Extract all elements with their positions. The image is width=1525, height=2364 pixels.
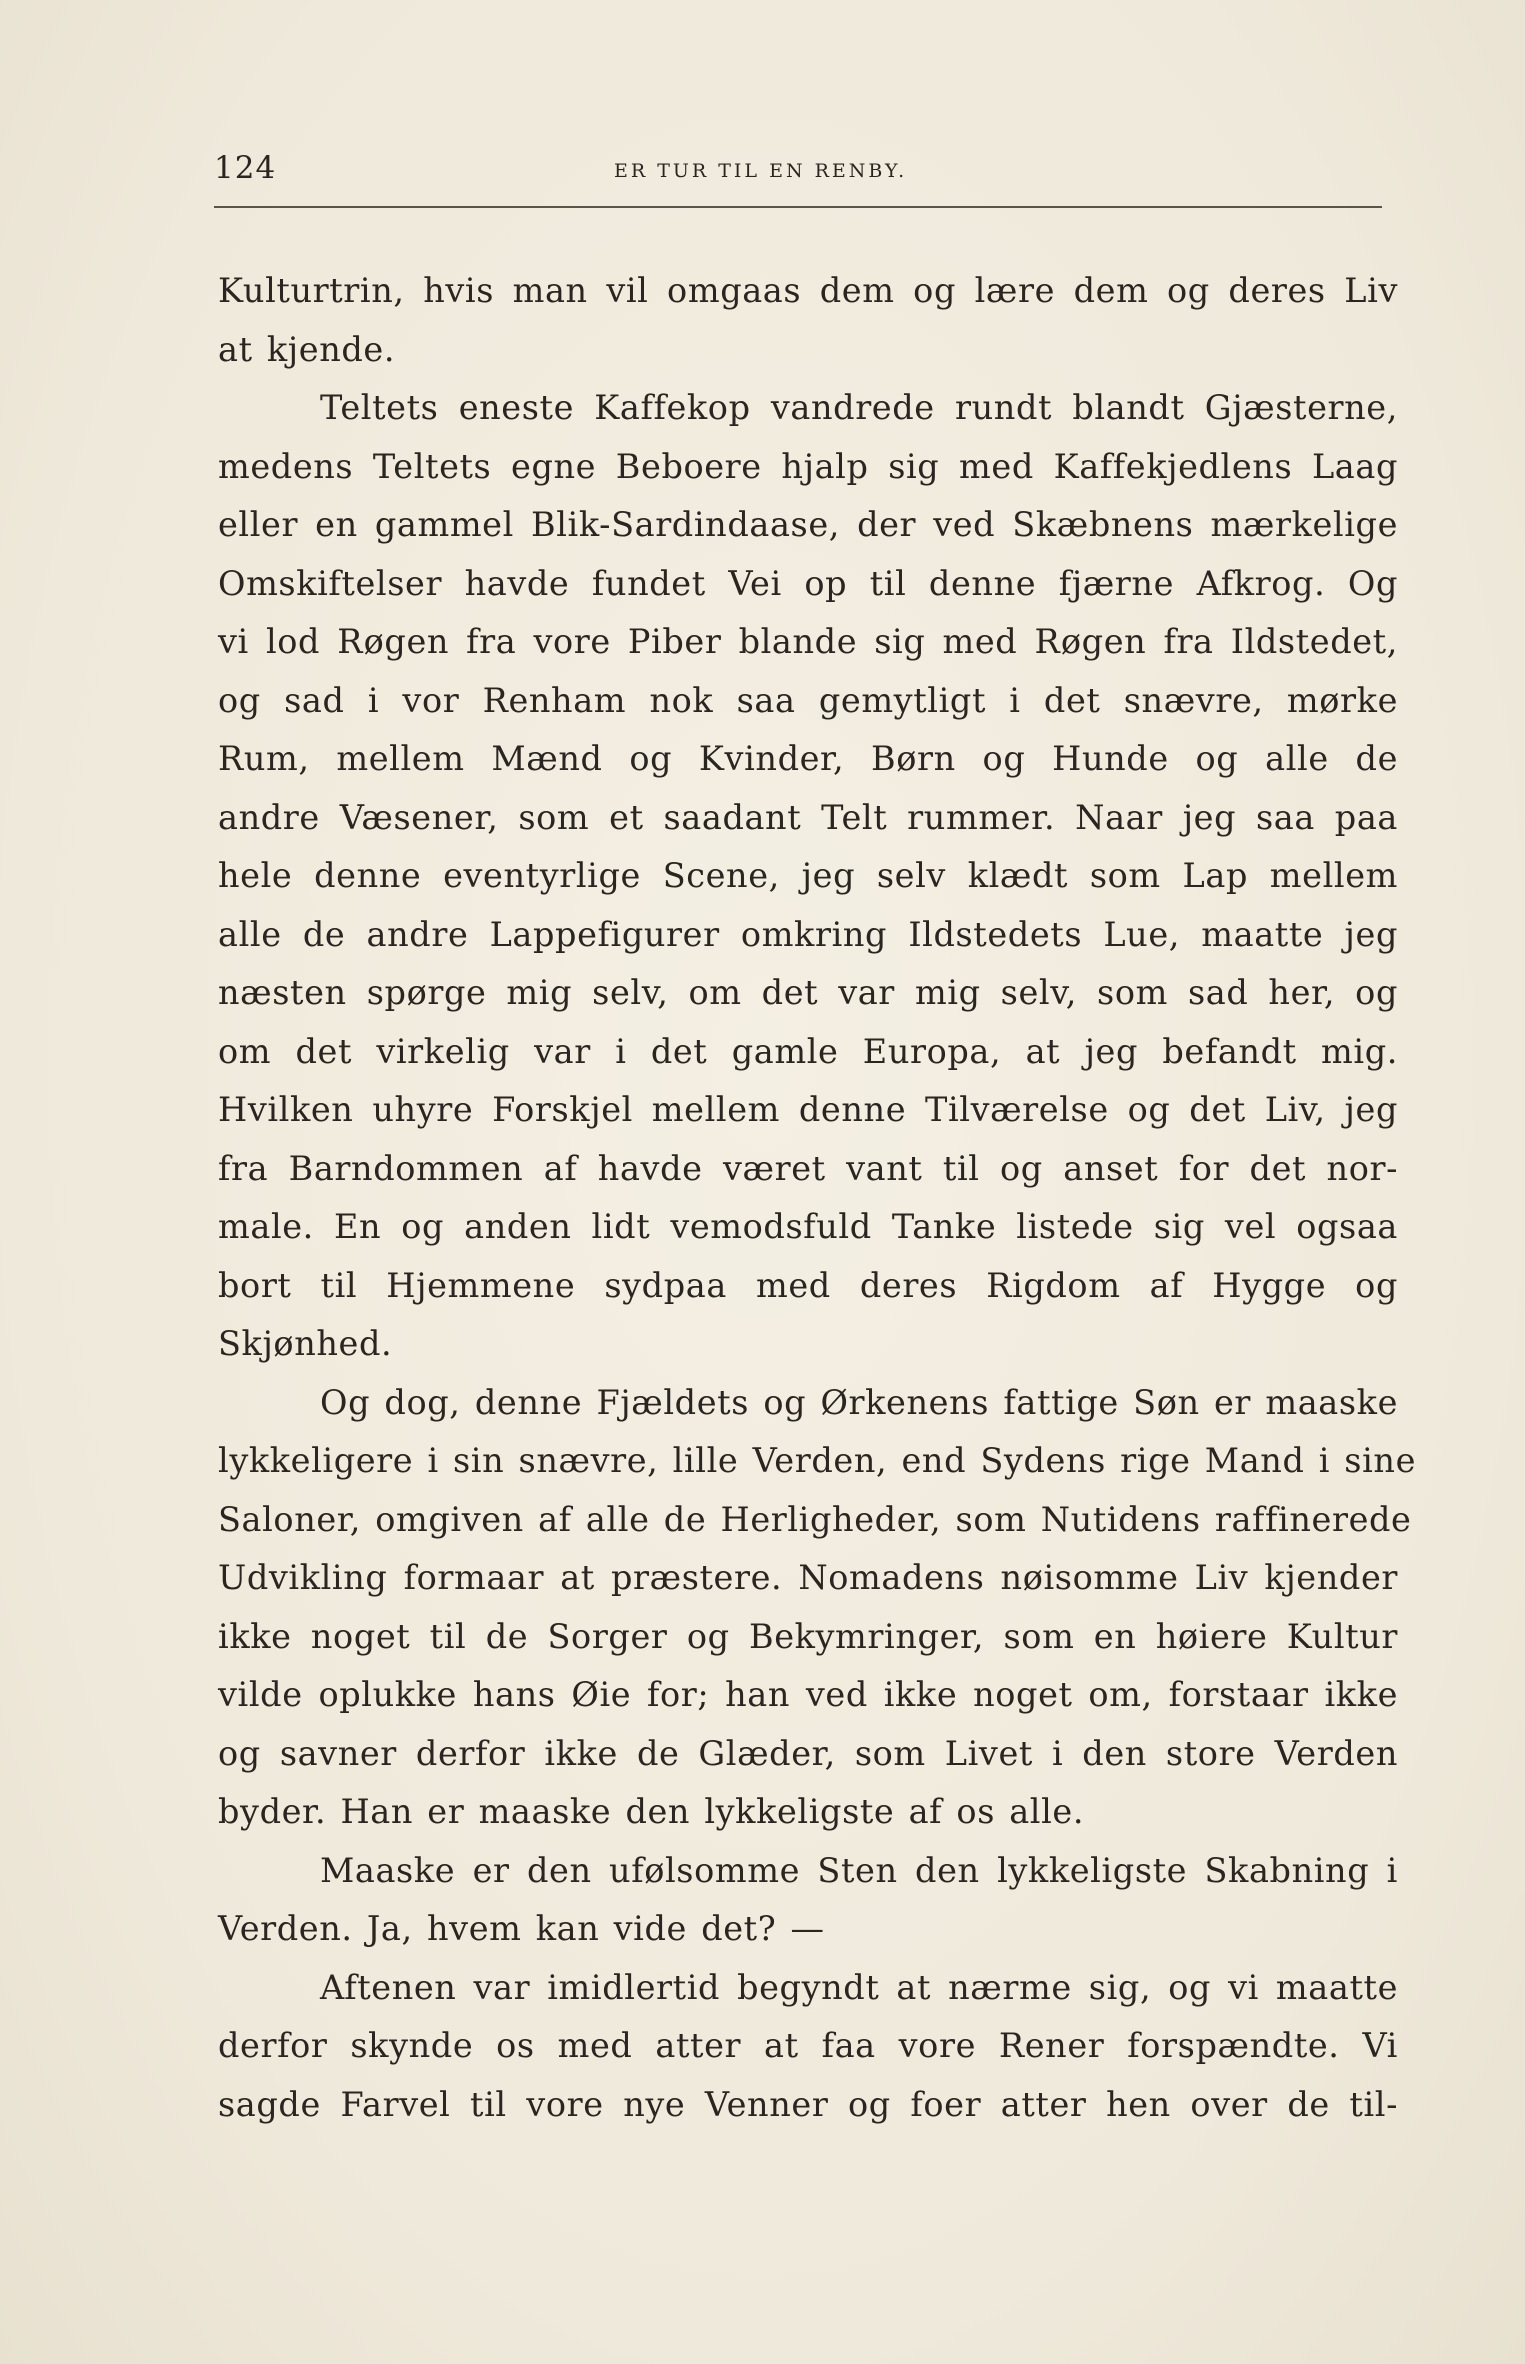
text-line: male. En og anden lidt vemodsfuld Tanke listede sig vel ogsaa bbox=[218, 1207, 1398, 1246]
text-line: Udvikling formaar at præstere. Nomadens nøisomme Liv kjender bbox=[218, 1558, 1398, 1597]
text-line: at kjende. bbox=[218, 329, 396, 369]
text-line: næsten spørge mig selv, om det var mig selv, som sad her, og bbox=[218, 973, 1398, 1012]
page-number: 124 bbox=[214, 150, 277, 186]
text-line: fra Barndommen af havde været vant til og anset for det nor- bbox=[218, 1148, 1398, 1188]
header-rule bbox=[214, 206, 1382, 208]
text-line: Skjønhed. bbox=[218, 1324, 393, 1363]
text-line: Aftenen var imidlertid begyndt at nærme sig, og vi maatte bbox=[320, 1967, 1398, 2007]
text-line: alle de andre Lappefigurer omkring Ildstedets Lue, maatte jeg bbox=[218, 914, 1398, 954]
text-line: vilde oplukke hans Øie for; han ved ikke noget om, forstaar ikke bbox=[218, 1675, 1398, 1714]
text-line: medens Teltets egne Beboere hjalp sig med Kaffekjedlens Laag bbox=[218, 446, 1398, 486]
text-line: Verden. Ja, hvem kan vide det? — bbox=[218, 1909, 825, 1948]
text-line: eller en gammel Blik-Sardindaase, der ved Skæbnens mærkelige bbox=[218, 505, 1398, 544]
text-line: hele denne eventyrlige Scene, jeg selv klædt som Lap mellem bbox=[218, 856, 1398, 895]
text-line: og sad i vor Renham nok saa gemytligt i det snævre, mørke bbox=[218, 680, 1398, 720]
text-line: og savner derfor ikke de Glæder, som Livet i den store Verden bbox=[218, 1733, 1398, 1773]
body-text bbox=[218, 262, 1417, 2134]
text-line: sagde Farvel til vore nye Venner og foer atter hen over de til- bbox=[218, 2084, 1398, 2124]
running-head: ER TUR TIL EN RENBY. bbox=[614, 160, 908, 182]
text-line: Saloner, omgiven af alle de Herligheder, som Nutidens raffinerede bbox=[218, 1499, 1412, 1539]
text-line: derfor skynde os med atter at faa vore Rener forspændte. Vi bbox=[218, 2026, 1398, 2065]
text-line: bort til Hjemmene sydpaa med deres Rigdom af Hygge og bbox=[218, 1265, 1398, 1305]
text-line: Kulturtrin, hvis man vil omgaas dem og lære dem og deres Liv bbox=[218, 271, 1398, 310]
text-line: ikke noget til de Sorger og Bekymringer, som en høiere Kultur bbox=[218, 1616, 1398, 1656]
text-line: Omskiftelser havde fundet Vei op til denne fjærne Afkrog. Og bbox=[218, 563, 1398, 603]
text-line: Rum, mellem Mænd og Kvinder, Børn og Hunde og alle de bbox=[218, 739, 1398, 778]
text-line: Hvilken uhyre Forskjel mellem denne Tilværelse og det Liv, jeg bbox=[218, 1090, 1398, 1129]
text-line: vi lod Røgen fra vore Piber blande sig med Røgen fra Ildstedet, bbox=[218, 622, 1398, 661]
page-header bbox=[214, 150, 1382, 190]
text-line: lykkeligere i sin snævre, lille Verden, end Sydens rige Mand i sine bbox=[218, 1441, 1417, 1480]
text-line: Og dog, denne Fjældets og Ørkenens fattige Søn er maaske bbox=[320, 1382, 1398, 1422]
text-line: Maaske er den ufølsomme Sten den lykkeligste Skabning i bbox=[320, 1850, 1398, 1890]
text-line: andre Væsener, som et saadant Telt rummer. Naar jeg saa paa bbox=[218, 797, 1398, 837]
text-line: byder. Han er maaske den lykkeligste af os alle. bbox=[218, 1792, 1085, 1831]
text-line: om det virkelig var i det gamle Europa, at jeg befandt mig. bbox=[218, 1031, 1398, 1071]
text-line: Teltets eneste Kaffekop vandrede rundt blandt Gjæsterne, bbox=[320, 388, 1398, 427]
